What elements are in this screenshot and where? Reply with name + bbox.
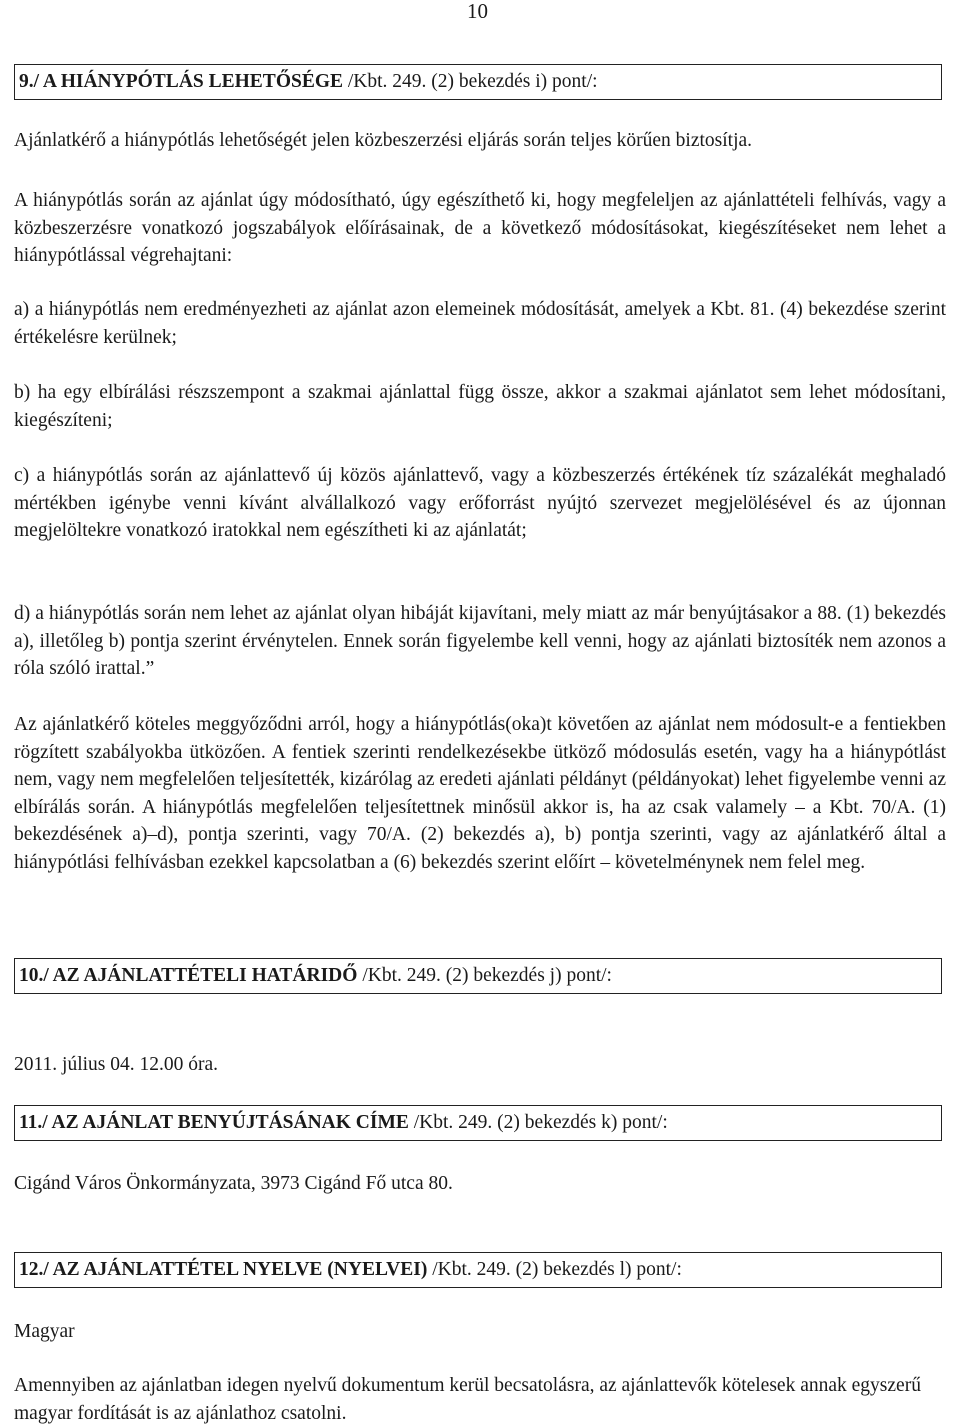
section-9-intro: Ajánlatkérő a hiánypótlás lehetőségét jelen közbeszerzési eljárás során teljes körűen biztosítja. [14,130,753,151]
translation-note: Amennyiben az ajánlatban idegen nyelvű dokumentum kerül becsatolásra, az ajánlattevők kötelesek annak egyszerű magyar fordítását is az ajánlathoz csatolni. [14,1375,921,1424]
section-9-item-a: a) a hiánypótlás nem eredményezheti az ajánlat azon elemeinek módosítását, amelyek a Kbt. 81. (4) bekezdése szerint értékelésre kerülnek; [14,299,946,348]
section-11-heading [14,1105,942,1141]
section-12-reference: /Kbt. 249. (2) bekezdés l) pont/: [432,1259,682,1280]
section-12-title: 12./ AZ AJÁNLATTÉTEL NYELVE (NYELVEI) [19,1259,433,1280]
submission-deadline: 2011. július 04. 12.00 óra. [14,1054,219,1075]
section-10-title: 10./ AZ AJÁNLATTÉTELI HATÁRIDŐ [19,965,363,986]
section-9-item-b: b) ha egy elbírálási részszempont a szakmai ajánlattal függ össze, akkor a szakmai ajánlatot sem lehet módosítani, kiegészíteni; [14,382,946,431]
section-12-heading [14,1252,942,1288]
section-9-closing: Az ajánlatkérő köteles meggyőződni arról, hogy a hiánypótlás(oka)t követően az ajánlat nem módosult-e a fentiekben rögzített szabályokba ütközően. A fentiek szerinti rendelkezésekbe ütköző módosulás esetén, vagy ha a hiánypótlást nem, vagy nem megfelelően teljesítették, kizárólag az eredeti ajánlati példányt (példányokat) lehet figyelembe venni az elbírálás során. A hiánypótlás megfelelően teljesítettnek minősül akkor is, ha az csak valamely – a Kbt. 70/A. (1) bekezdésének a)–d), pontja szerinti, vagy 70/A. (2) bekezdés a), b) pontja szerinti, vagy az ajánlatkérő által a hiánypótlási felhívásban ezekkel kapcsolatban a (6) bekezdés szerint előírt – követelménynek nem felel meg. [14,714,946,873]
section-9-heading [14,64,942,100]
submission-address: Cigánd Város Önkormányzata, 3973 Cigánd Fő utca 80. [14,1173,453,1194]
section-9-title: 9./ A HIÁNYPÓTLÁS LEHETŐSÉGE [19,71,348,92]
section-11-title: 11./ AZ AJÁNLAT BENYÚJTÁSÁNAK CÍME [19,1112,414,1133]
section-9-reference: /Kbt. 249. (2) bekezdés i) pont/: [347,71,598,92]
submission-language: Magyar [14,1321,75,1342]
section-10-reference: /Kbt. 249. (2) bekezdés j) pont/: [362,965,612,986]
section-9-item-c: c) a hiánypótlás során az ajánlattevő új közös ajánlattevő, vagy a közbeszerzés értékének tíz százalékát meghaladó mértékben igénybe venni kívánt alvállalkozó vagy erőforrást nyújtó szervezet megjelölésével és az újonnan megjelöltekre vonatkozó iratokkal nem egészítheti ki az ajánlatát; [14,465,946,541]
section-9-rules: A hiánypótlás során az ajánlat úgy módosítható, úgy egészíthető ki, hogy megfeleljen az ajánlattételi felhívás, vagy a közbeszerzésre vonatkozó jogszabályok előírásainak, de a következő módosításokat, kiegészítéseket nem lehet a hiánypótlással végrehajtani: [14,190,946,266]
section-10-heading [14,958,942,994]
section-9-item-d: d) a hiánypótlás során nem lehet az ajánlat olyan hibáját kijavítani, mely miatt az már benyújtásakor a 88. (1) bekezdés a), illetőleg b) pontja szerint érvénytelen. Ennek során figyelembe kell venni, hogy az ajánlati biztosíték nem azonos a róla szóló irattal.” [14,603,946,679]
section-11-reference: /Kbt. 249. (2) bekezdés k) pont/: [413,1112,668,1133]
page-number: 10 [467,0,488,23]
